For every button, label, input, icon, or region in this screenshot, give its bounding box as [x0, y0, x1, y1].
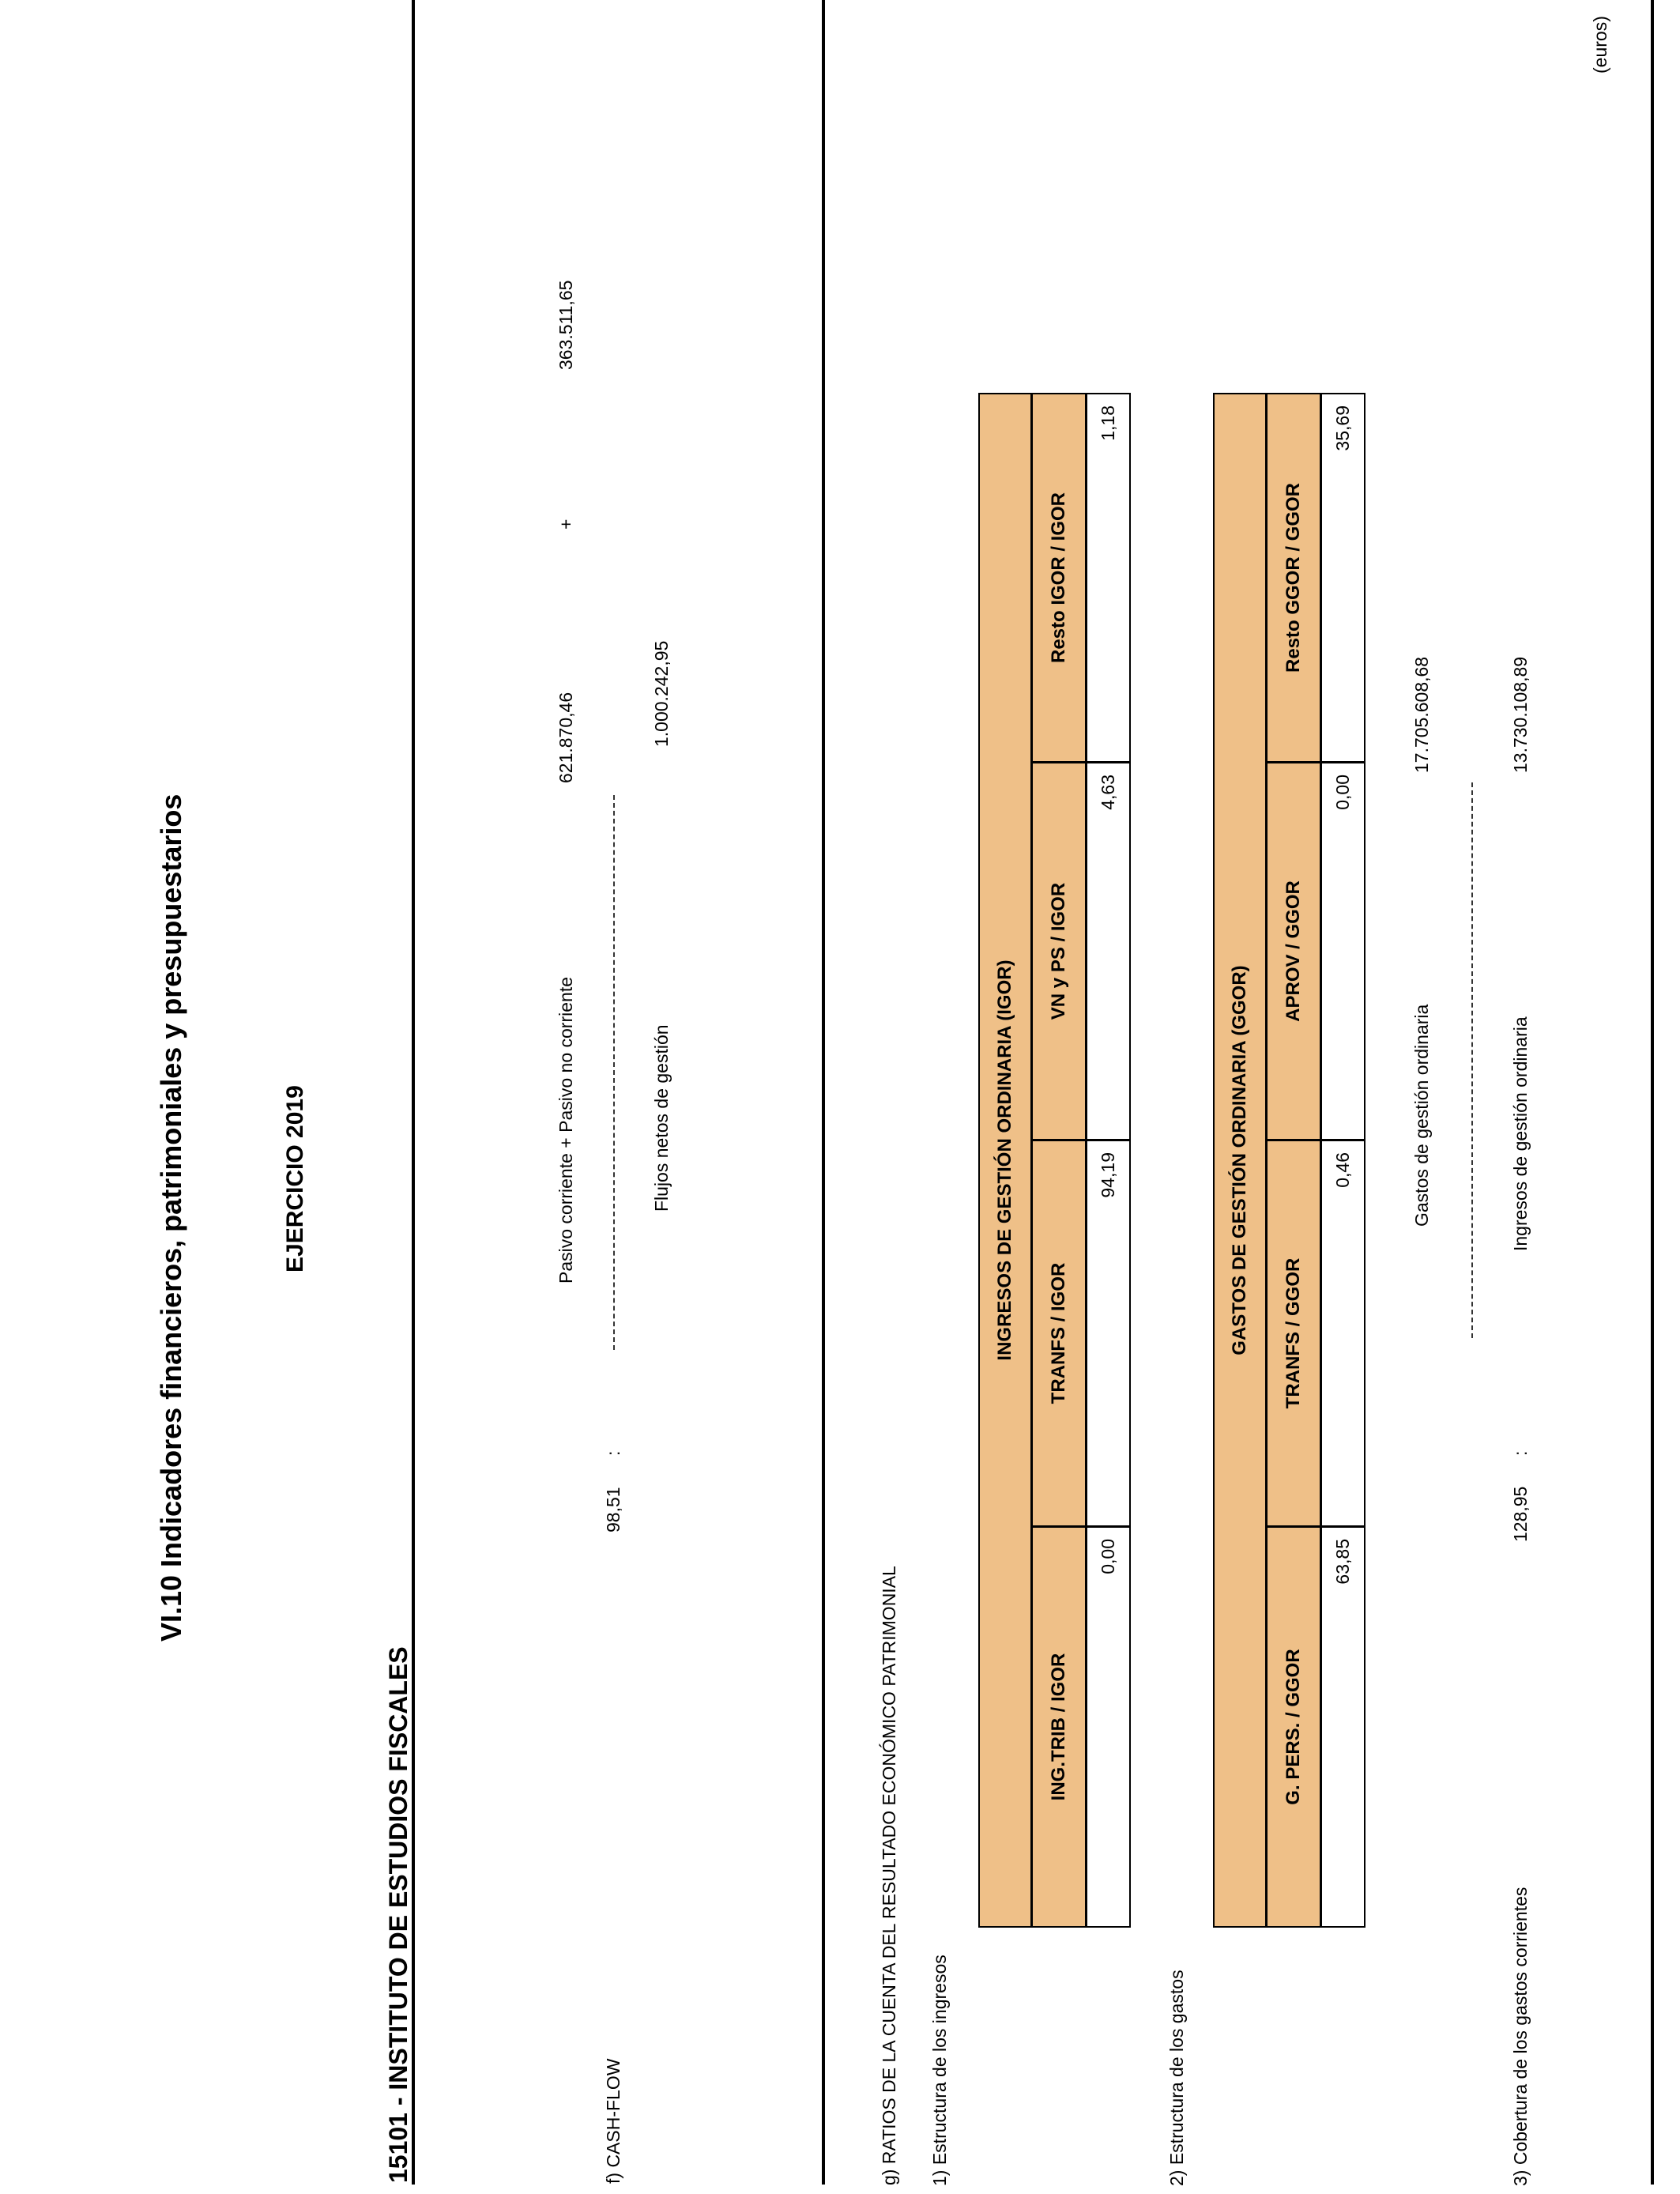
ratio-value: 94,19	[1087, 1139, 1129, 1525]
cash-flow-colon: :	[603, 1450, 623, 1456]
cash-flow-numerator-label: Pasivo corriente + Pasivo no corriente	[556, 976, 576, 1284]
cobertura-label: 3) Cobertura de los gastos corrientes	[1510, 1887, 1531, 2186]
cash-flow-label: f) CASH-FLOW	[603, 2058, 623, 2184]
cash-flow-denominator-label: Flujos netos de gestión	[651, 1024, 672, 1212]
gastos-ratio-table	[1213, 393, 1365, 1928]
cash-flow-numerator-value-2: 363.511,65	[556, 280, 576, 370]
ratio-value: 4,63	[1087, 761, 1129, 1139]
column-header: TRANFS / IGOR	[1033, 1139, 1085, 1525]
column-header: VN y PS / IGOR	[1033, 761, 1085, 1139]
ingresos-ratio-table	[978, 393, 1131, 1928]
cobertura-value: 128,95	[1510, 1486, 1531, 1542]
column-header: ING.TRIB / IGOR	[1033, 1525, 1085, 1926]
entity-name: 15101 - INSTITUTO DE ESTUDIOS FISCALES	[384, 1646, 412, 2183]
ratio-value: 1,18	[1098, 405, 1118, 441]
divider-top	[1651, 0, 1654, 2185]
ratio-value: 63,85	[1322, 1525, 1364, 1926]
cash-flow-numerator-value-1: 621.870,46	[556, 692, 576, 783]
column-header: Resto GGOR / GGOR	[1283, 482, 1304, 673]
column-header: TRANFS / GGOR	[1268, 1139, 1320, 1525]
cash-flow-fraction-line	[613, 795, 615, 1350]
cash-flow-plus-sign: +	[556, 518, 576, 530]
gastos-values-row	[1322, 394, 1364, 1926]
report-title: VI.10 Indicadores financieros, patrimoniales y presupuestarios	[155, 794, 187, 1642]
column-header: APROV / GGOR	[1268, 761, 1320, 1139]
cobertura-denominator-value: 13.730.108,89	[1510, 656, 1531, 773]
column-header: Resto IGOR / IGOR	[1048, 492, 1069, 664]
ingresos-structure-label: 1) Estructura de los ingresos	[929, 1955, 950, 2186]
ratio-value: 0,46	[1322, 1139, 1364, 1525]
fiscal-year: EJERCICIO 2019	[282, 1085, 308, 1272]
cash-flow-denominator-value: 1.000.242,95	[651, 640, 672, 747]
ingresos-table-header: INGRESOS DE GESTIÓN ORDINARIA (IGOR)	[980, 394, 1033, 1926]
ratio-value: 0,00	[1322, 761, 1364, 1139]
column-header: G. PERS. / GGOR	[1268, 1525, 1320, 1926]
units-label: (euros)	[1590, 16, 1610, 74]
cash-flow-value: 98,51	[603, 1487, 623, 1532]
cobertura-numerator-label: Gastos de gestión ordinaria	[1411, 1004, 1432, 1227]
cobertura-fraction-line	[1471, 782, 1473, 1338]
gastos-column-headers	[1268, 394, 1322, 1926]
ratio-value: 35,69	[1332, 405, 1353, 451]
gastos-table-header: GASTOS DE GESTIÓN ORDINARIA (GGOR)	[1215, 394, 1268, 1926]
ratio-value: 0,00	[1087, 1525, 1129, 1926]
divider-middle	[822, 0, 825, 2185]
ingresos-values-row	[1087, 394, 1129, 1926]
cobertura-denominator-label: Ingresos de gestión ordinaria	[1510, 1016, 1531, 1251]
ratios-section-title: g) RATIOS DE LA CUENTA DEL RESULTADO ECONÓMICO PATRIMONIAL	[879, 1566, 899, 2185]
ingresos-column-headers	[1033, 394, 1087, 1926]
cobertura-numerator-value: 17.705.608,68	[1411, 656, 1432, 773]
gastos-structure-label: 2) Estructura de los gastos	[1166, 1970, 1187, 2186]
cobertura-colon: :	[1510, 1450, 1531, 1456]
